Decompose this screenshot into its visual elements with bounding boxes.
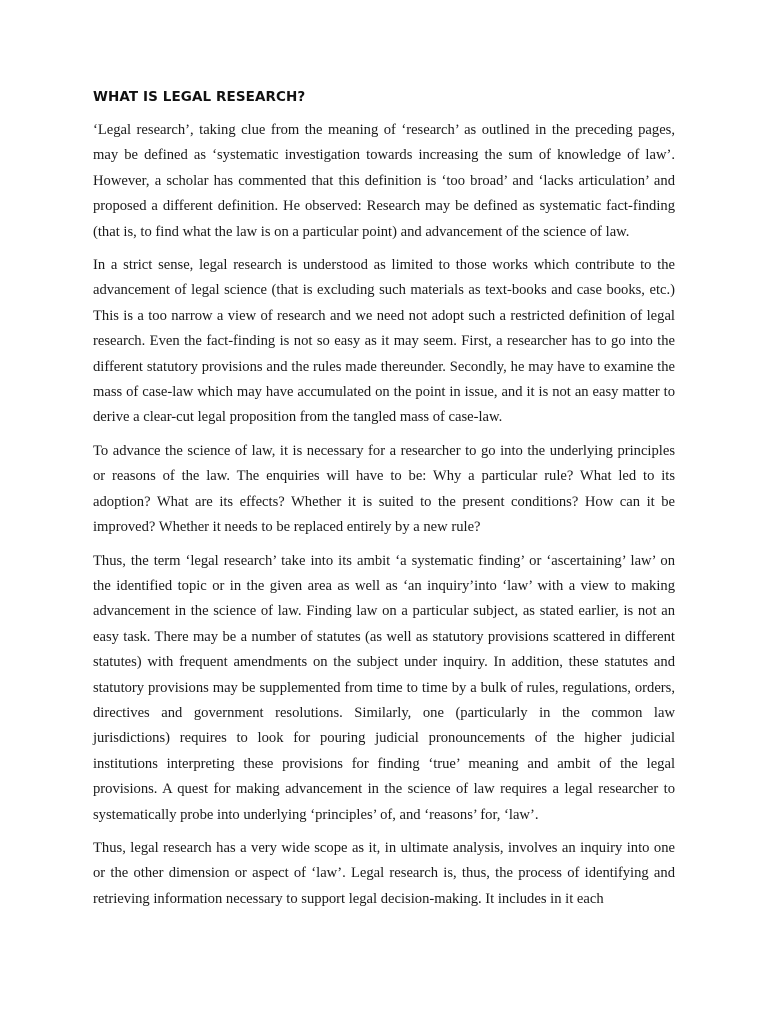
paragraph: To advance the science of law, it is necessary for a researcher to go into the underlying principles or reasons of the law. The enquiries will have to be: Why a particular rule? What led to its adoption? What are its effects? Whether it is suited to the present conditions? How can it be improved? Whether it needs to be replaced entirely by a new rule? bbox=[93, 442, 675, 536]
document-body bbox=[93, 118, 675, 920]
paragraph: Thus, legal research has a very wide scope as it, in ultimate analysis, involves an inquiry into one or the other dimension or aspect of ‘law’. Legal research is, thus, the process of identifying and retrieving information necessary to support legal decision-making. It includes in it each bbox=[93, 839, 675, 907]
paragraph: Thus, the term ‘legal research’ take into its ambit ‘a systematic finding’ or ‘ascertaining’ law’ on the identified topic or in the given area as well as ‘an inquiry’into ‘law’ with a view to making advancement in the science of law. Finding law on a particular subject, as stated earlier, is not an easy task. There may be a number of statutes (as well as statutory provisions scattered in different statutes) with frequent amendments on the subject under inquiry. In addition, these statutes and statutory provisions may be supplemented from time to time by a bulk of rules, regulations, orders, directives and government resolutions. Similarly, one (particularly in the common law jurisdictions) requires to look for pouring judicial pronouncements of the higher judicial institutions interpreting these provisions for finding ‘true’ meaning and ambit of the legal provisions. A quest for making advancement in the science of law requires a legal researcher to systematically probe into underlying ‘principles’ of, and ‘reasons’ for, ‘law’. bbox=[93, 552, 675, 823]
paragraph: ‘Legal research’, taking clue from the meaning of ‘research’ as outlined in the preceding pages, may be defined as ‘systematic investigation towards increasing the sum of knowledge of law’. However, a scholar has commented that this definition is ‘too broad’ and ‘lacks articulation’ and proposed a different definition. He observed: Research may be defined as systematic fact-finding (that is, to find what the law is on a particular point) and advancement of the science of law. bbox=[93, 122, 675, 240]
paragraph: In a strict sense, legal research is understood as limited to those works which contribute to the advancement of legal science (that is excluding such materials as text-books and case books, etc.) This is a too narrow a view of research and we need not adopt such a restricted definition of legal research. Even the fact-finding is not so easy as it may seem. First, a researcher has to go into the different statutory provisions and the rules made thereunder. Secondly, he may have to examine the mass of case-law which may have accumulated on the point in issue, and it is not an easy matter to derive a clear-cut legal proposition from the tangled mass of case-law. bbox=[93, 257, 675, 426]
document-heading: WHAT IS LEGAL RESEARCH? bbox=[93, 89, 306, 105]
